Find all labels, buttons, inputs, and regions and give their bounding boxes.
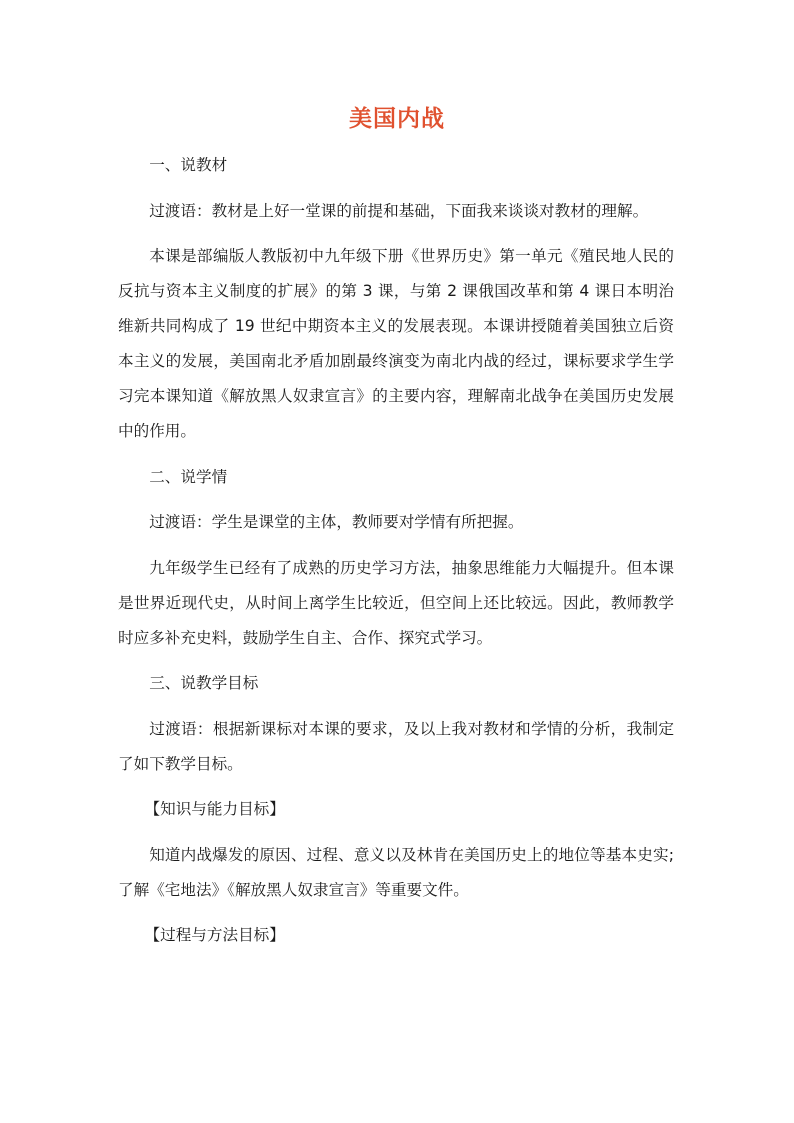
paragraph: 过渡语：教材是上好一堂课的前提和基础，下面我来谈谈对教材的理解。 bbox=[149, 201, 649, 220]
paragraph: 过渡语：学生是课堂的主体，教师要对学情有所把握。 bbox=[149, 513, 524, 531]
paragraph: 知道内战爆发的原因、过程、意义以及林肯在美国历史上的地位等基本史实;了解《宅地法》《解放黑人奴隶宣言》等重要文件。 bbox=[118, 845, 674, 899]
paragraph: 过渡语：根据新课标对本课的要求，及以上我对教材和学情的分析，我制定了如下教学目标。 bbox=[118, 719, 674, 773]
subheading: 【知识与能力目标】 bbox=[144, 800, 285, 818]
document-body bbox=[118, 148, 674, 964]
subheading: 【过程与方法目标】 bbox=[144, 926, 285, 944]
paragraph: 本课是部编版人教版初中九年级下册《世界历史》第一单元《殖民地人民的反抗与资本主义制度的扩展》的第 3 课，与第 2 课俄国改革和第 4 课日本明治维新共同构成了 19 世纪中期资本主义的发展表现。本课讲授随着美国独立后资本主义的发展，美国南北矛盾加剧最终演变为南北内战的经过，课标要求学生学习完本课知道《解放黑人奴隶宣言》的主要内容，理解南北战争在美国历史发展中的作用。 bbox=[118, 247, 674, 440]
paragraph: 九年级学生已经有了成熟的历史学习方法，抽象思维能力大幅提升。但本课是世界近现代史，从时间上离学生比较近，但空间上还比较远。因此，教师教学时应多补充史料，鼓励学生自主、合作、探究式学习。 bbox=[118, 558, 674, 647]
section-heading: 二、说学情 bbox=[149, 467, 228, 486]
section-heading: 一、说教材 bbox=[149, 156, 228, 174]
document-title: 美国内战 bbox=[349, 106, 445, 132]
section-heading: 三、说教学目标 bbox=[149, 674, 259, 692]
